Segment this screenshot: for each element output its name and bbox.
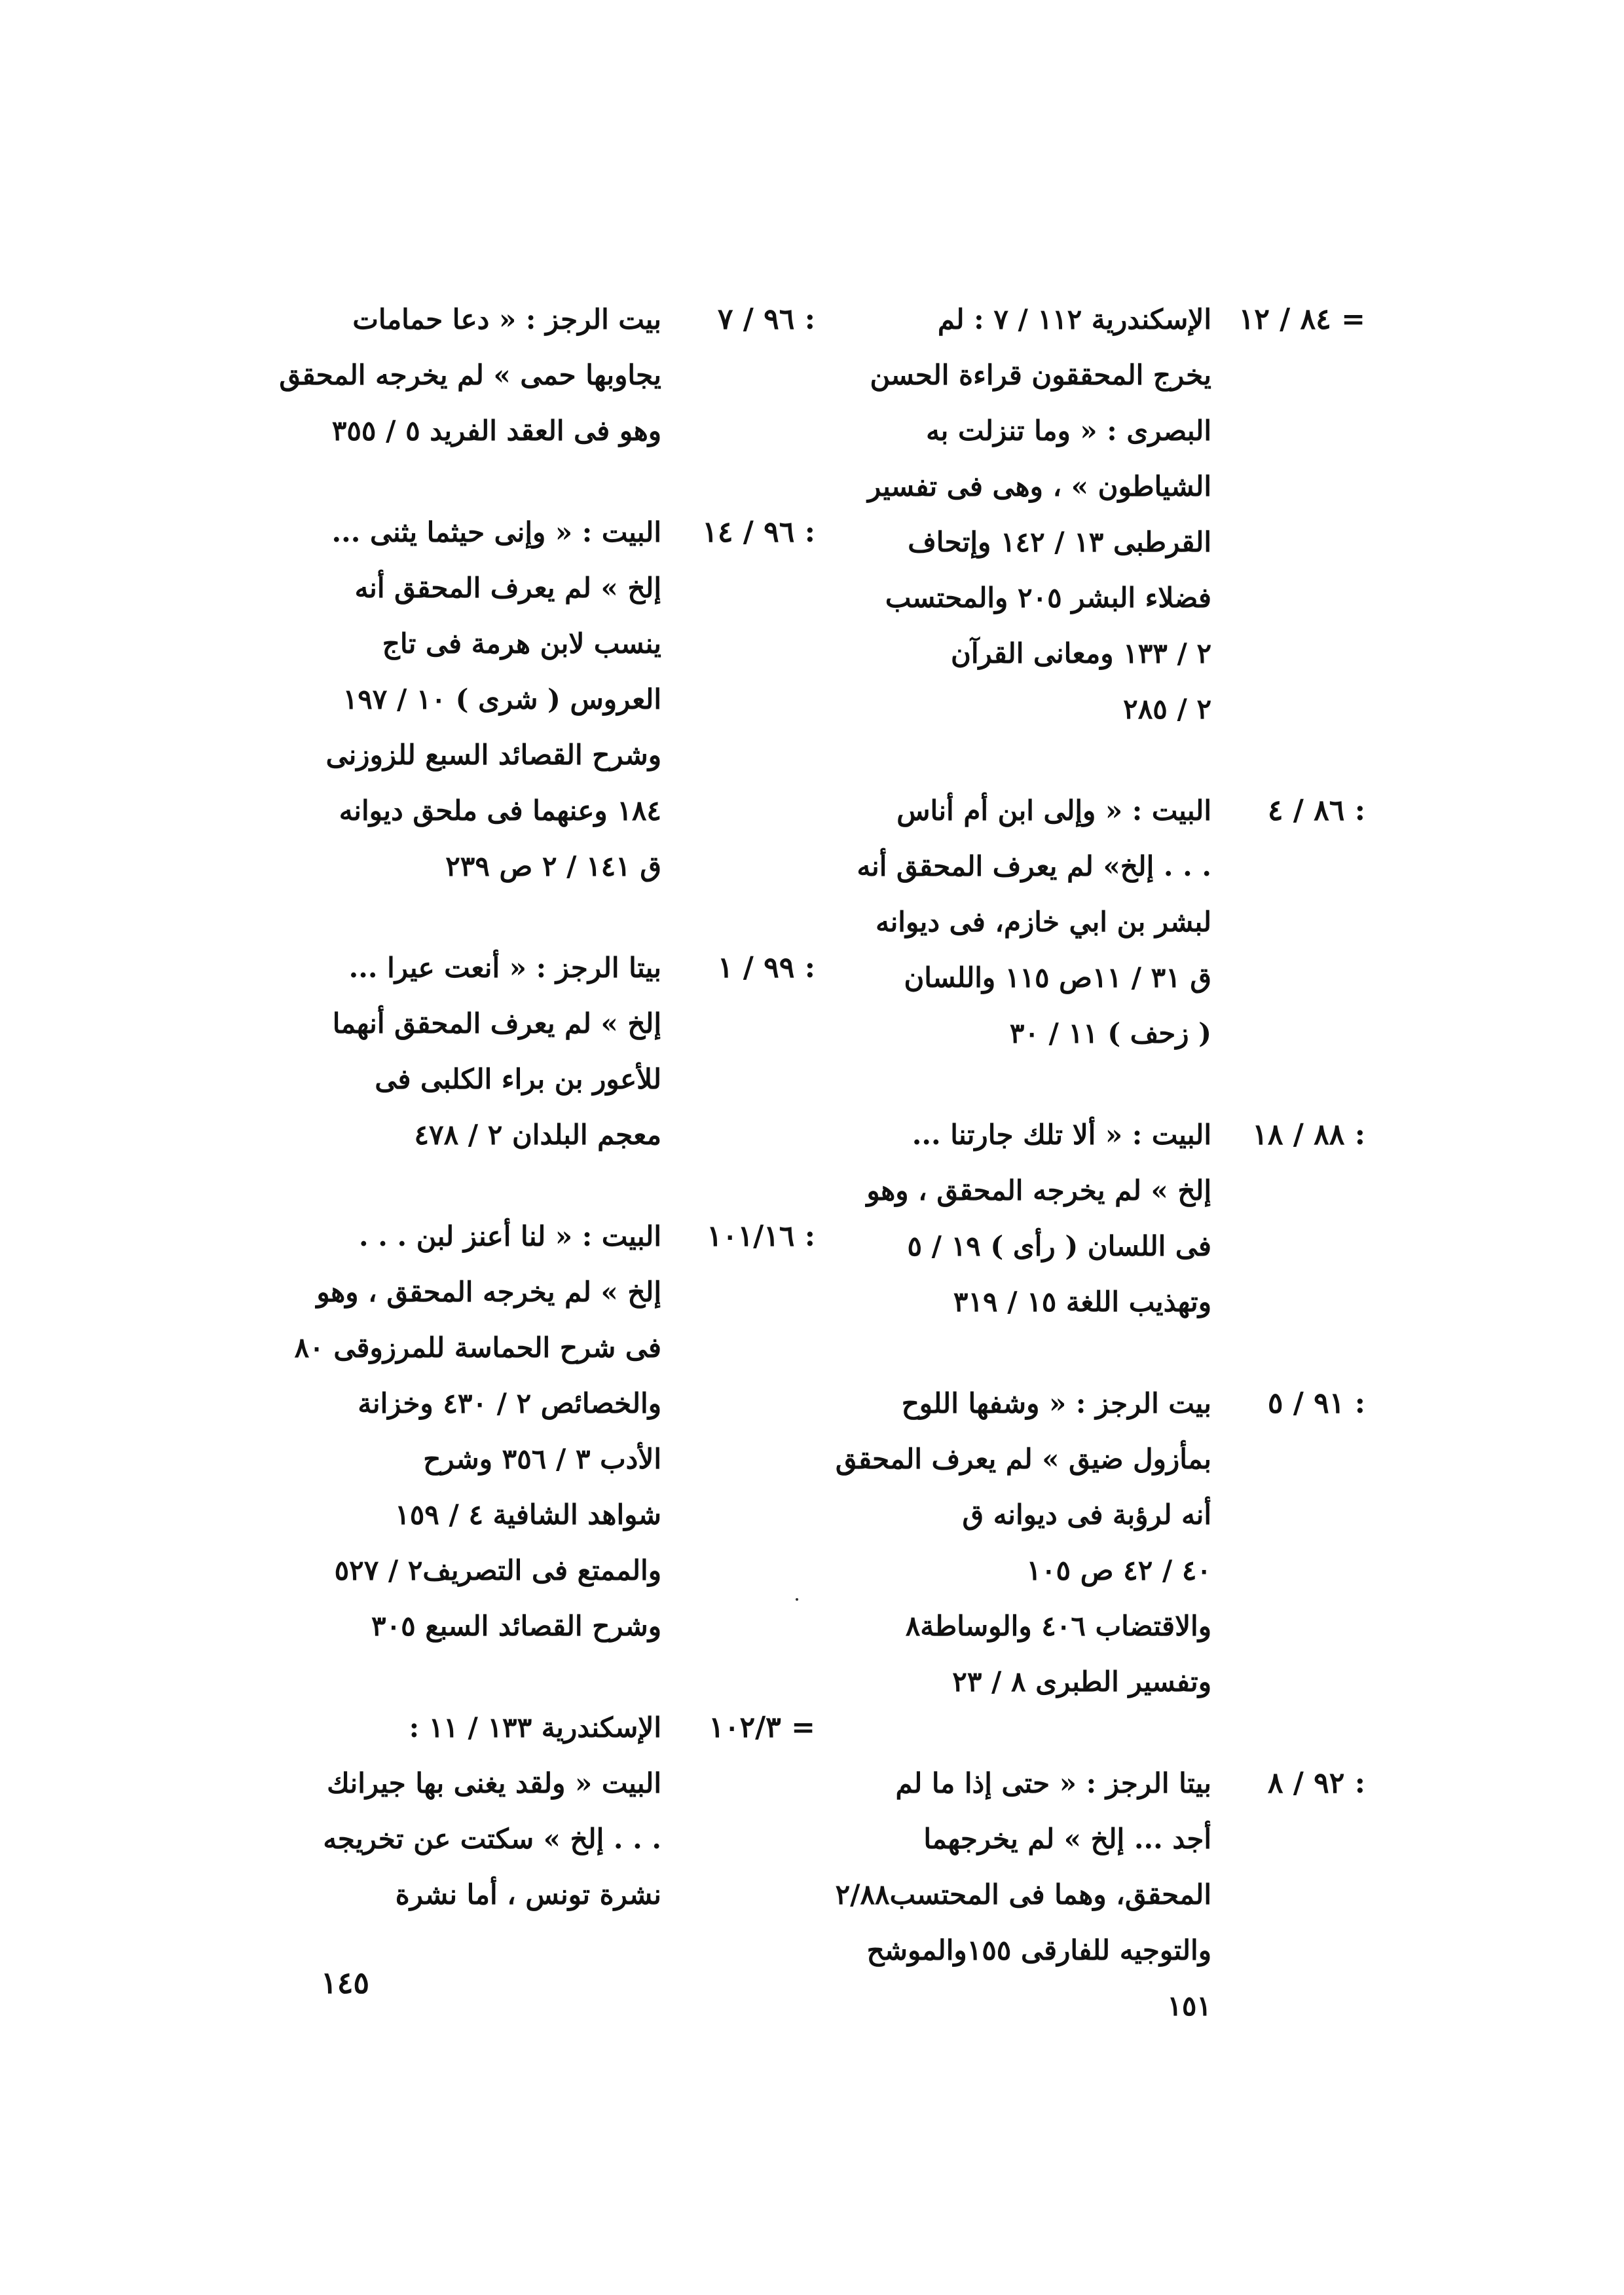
text-line: بمأزول ضيق » لم يعرف المحقق bbox=[835, 1443, 1211, 1475]
page-line-reference: ٩١ / ٥ : bbox=[1267, 1387, 1365, 1420]
text-line: فى شرح الحماسة للمرزوقى ٨٠ bbox=[294, 1332, 661, 1364]
text-line: المحقق، وهما فى المحتسب٢/٨٨ bbox=[835, 1878, 1211, 1911]
annotation-entry bbox=[815, 291, 1365, 737]
text-line: وشرح القصائد السبع ٣٠٥ bbox=[371, 1610, 661, 1642]
annotation-text bbox=[815, 1375, 1211, 1709]
text-line: والاقتضاب ٤٠٦ والوساطة٨ bbox=[905, 1610, 1211, 1642]
annotation-text bbox=[815, 1107, 1211, 1330]
text-line: إلخ » لم يعرف المحقق أنه bbox=[354, 572, 661, 604]
page-line-reference: ٩٢ / ٨ : bbox=[1267, 1766, 1365, 1800]
annotation-entry bbox=[815, 1107, 1365, 1330]
annotation-entry bbox=[815, 783, 1365, 1061]
text-line: ٢ / ١٣٣ ومعانى القرآن bbox=[950, 637, 1211, 669]
annotation-entry bbox=[265, 1208, 815, 1654]
text-line: نشرة تونس ، أما نشرة bbox=[395, 1878, 661, 1911]
text-line: معجم البلدان ٢ / ٤٧٨ bbox=[414, 1119, 661, 1151]
annotation-text bbox=[265, 504, 661, 894]
page-line-reference: ٨٦ / ٤ : bbox=[1267, 794, 1365, 827]
text-line: إلخ » لم يخرجه المحقق ، وهو bbox=[316, 1276, 661, 1308]
text-line: وهو فى العقد الفريد ٥ / ٣٥٥ bbox=[331, 415, 661, 447]
text-line: العروس ( شرى ) ١٠ / ١٩٧ bbox=[342, 683, 661, 715]
annotation-entry bbox=[815, 1375, 1365, 1709]
text-line: البيت : « وإنى حيثما يثنى ... bbox=[331, 516, 661, 548]
text-line: فى اللسان ( رأى ) ١٩ / ٥ bbox=[907, 1230, 1211, 1262]
page-line-reference: ٨٨ / ١٨ : bbox=[1252, 1118, 1365, 1151]
text-line: يجاوبها حمى » لم يخرجه المحقق bbox=[279, 359, 661, 391]
text-line: بيتا الرجز : « حتى إذا ما لم bbox=[895, 1767, 1211, 1799]
page-line-reference: ٩٩ / ١ : bbox=[717, 951, 815, 984]
text-line: ١٥١ bbox=[1167, 1990, 1211, 2022]
text-line: للأعور بن براء الكلبى فى bbox=[375, 1063, 661, 1095]
text-line: ١٨٤ وعنهما فى ملحق ديوانه bbox=[339, 794, 661, 827]
text-line: أنه لرؤبة فى ديوانه ق bbox=[962, 1499, 1211, 1531]
text-line: ق ٣١ / ١١ص ١١٥ واللسان bbox=[904, 961, 1211, 994]
text-line: إلخ » لم يخرجه المحقق ، وهو bbox=[866, 1174, 1211, 1206]
annotation-entry bbox=[815, 1755, 1365, 2034]
text-line: ق ١٤١ / ٢ ص ٢٣٩ bbox=[445, 850, 661, 882]
page-number: ١٤٥ bbox=[321, 1965, 370, 2000]
text-line: الإسكندرية ١١٢ / ٧ : لم bbox=[937, 303, 1211, 335]
annotation-entry bbox=[265, 1700, 815, 1922]
annotation-text bbox=[815, 291, 1211, 737]
column-divider-mark bbox=[796, 1598, 798, 1601]
annotation-entry bbox=[265, 504, 815, 894]
text-line: الشياطون » ، وهى فى تفسير bbox=[867, 470, 1211, 502]
text-line: وتهذيب اللغة ١٥ / ٣١٩ bbox=[953, 1286, 1211, 1318]
annotation-entry bbox=[265, 291, 815, 458]
text-line: البيت « ولقد يغنى بها جيرانك bbox=[327, 1767, 661, 1799]
annotation-text bbox=[815, 1755, 1211, 2034]
text-line: لبشر بن ابي خازم، فى ديوانه bbox=[876, 906, 1211, 938]
text-line: وتفسير الطبرى ٨ / ٢٣ bbox=[952, 1666, 1211, 1698]
right-column bbox=[815, 291, 1365, 2080]
page-line-reference: ٩٦ / ١٤ : bbox=[702, 515, 815, 549]
page-line-reference: ٩٦ / ٧ : bbox=[717, 303, 815, 336]
text-line: إلخ » لم يعرف المحقق أنهما bbox=[332, 1007, 661, 1039]
annotation-text bbox=[815, 783, 1211, 1061]
text-line: شواهد الشافية ٤ / ١٥٩ bbox=[395, 1499, 661, 1531]
text-line: ٤٠ / ٤٢ ص ١٠٥ bbox=[1026, 1554, 1211, 1586]
text-line: بيتا الرجز : « أنعت عيرا ... bbox=[348, 952, 661, 984]
text-line: فضلاء البشر ٢٠٥ والمحتسب bbox=[885, 582, 1211, 614]
annotation-text bbox=[265, 291, 661, 458]
annotation-entry bbox=[265, 940, 815, 1163]
text-line: ( زحف ) ١١ / ٣٠ bbox=[1009, 1017, 1211, 1049]
text-line: ٢ / ٢٨٥ bbox=[1123, 693, 1211, 725]
text-line: . . . إلخ» لم يعرف المحقق أنه bbox=[857, 850, 1211, 882]
text-line: البيت : « لنا أعنز لبن . . . bbox=[359, 1220, 661, 1252]
text-line: . . . إلخ » سكتت عن تخريجه bbox=[323, 1823, 661, 1855]
annotation-text bbox=[265, 1700, 661, 1922]
page-line-reference: ١٠٢/٣ = bbox=[709, 1711, 815, 1744]
text-line: والخصائص ٢ / ٤٣٠ وخزانة bbox=[358, 1387, 661, 1419]
text-line: القرطبى ١٣ / ١٤٢ وإتحاف bbox=[908, 526, 1211, 558]
text-line: البصرى : « وما تنزلت به bbox=[926, 415, 1211, 447]
text-line: أجد ... إلخ » لم يخرجهما bbox=[923, 1823, 1211, 1855]
text-line: والتوجيه للفارقى ١٥٥والموشح bbox=[866, 1934, 1211, 1966]
text-line: البيت : « وإلى ابن أم أناس bbox=[896, 794, 1211, 827]
text-line: البيت : « ألا تلك جارتنا ... bbox=[912, 1119, 1211, 1151]
text-line: الإسكندرية ١٣٣ / ١١ : bbox=[409, 1711, 661, 1744]
text-line: والممتع فى التصريف٢ / ٥٢٧ bbox=[334, 1554, 661, 1586]
page-line-reference: ١٠١/١٦ : bbox=[707, 1220, 815, 1253]
annotation-text bbox=[265, 1208, 661, 1654]
text-line: بيت الرجز : « دعا حمامات bbox=[352, 303, 661, 335]
text-line: ينسب لابن هرمة فى تاج bbox=[382, 627, 661, 660]
text-line: بيت الرجز : « وشفها اللوح bbox=[901, 1387, 1211, 1419]
page-line-reference: ٨٤ / ١٢ = bbox=[1238, 303, 1365, 336]
text-line: وشرح القصائد السبع للزوزنى bbox=[325, 739, 661, 771]
left-column bbox=[265, 291, 815, 1968]
text-line: الأدب ٣ / ٣٥٦ وشرح bbox=[423, 1443, 661, 1475]
text-line: يخرج المحققون قراءة الحسن bbox=[870, 359, 1211, 391]
annotation-text bbox=[265, 940, 661, 1163]
